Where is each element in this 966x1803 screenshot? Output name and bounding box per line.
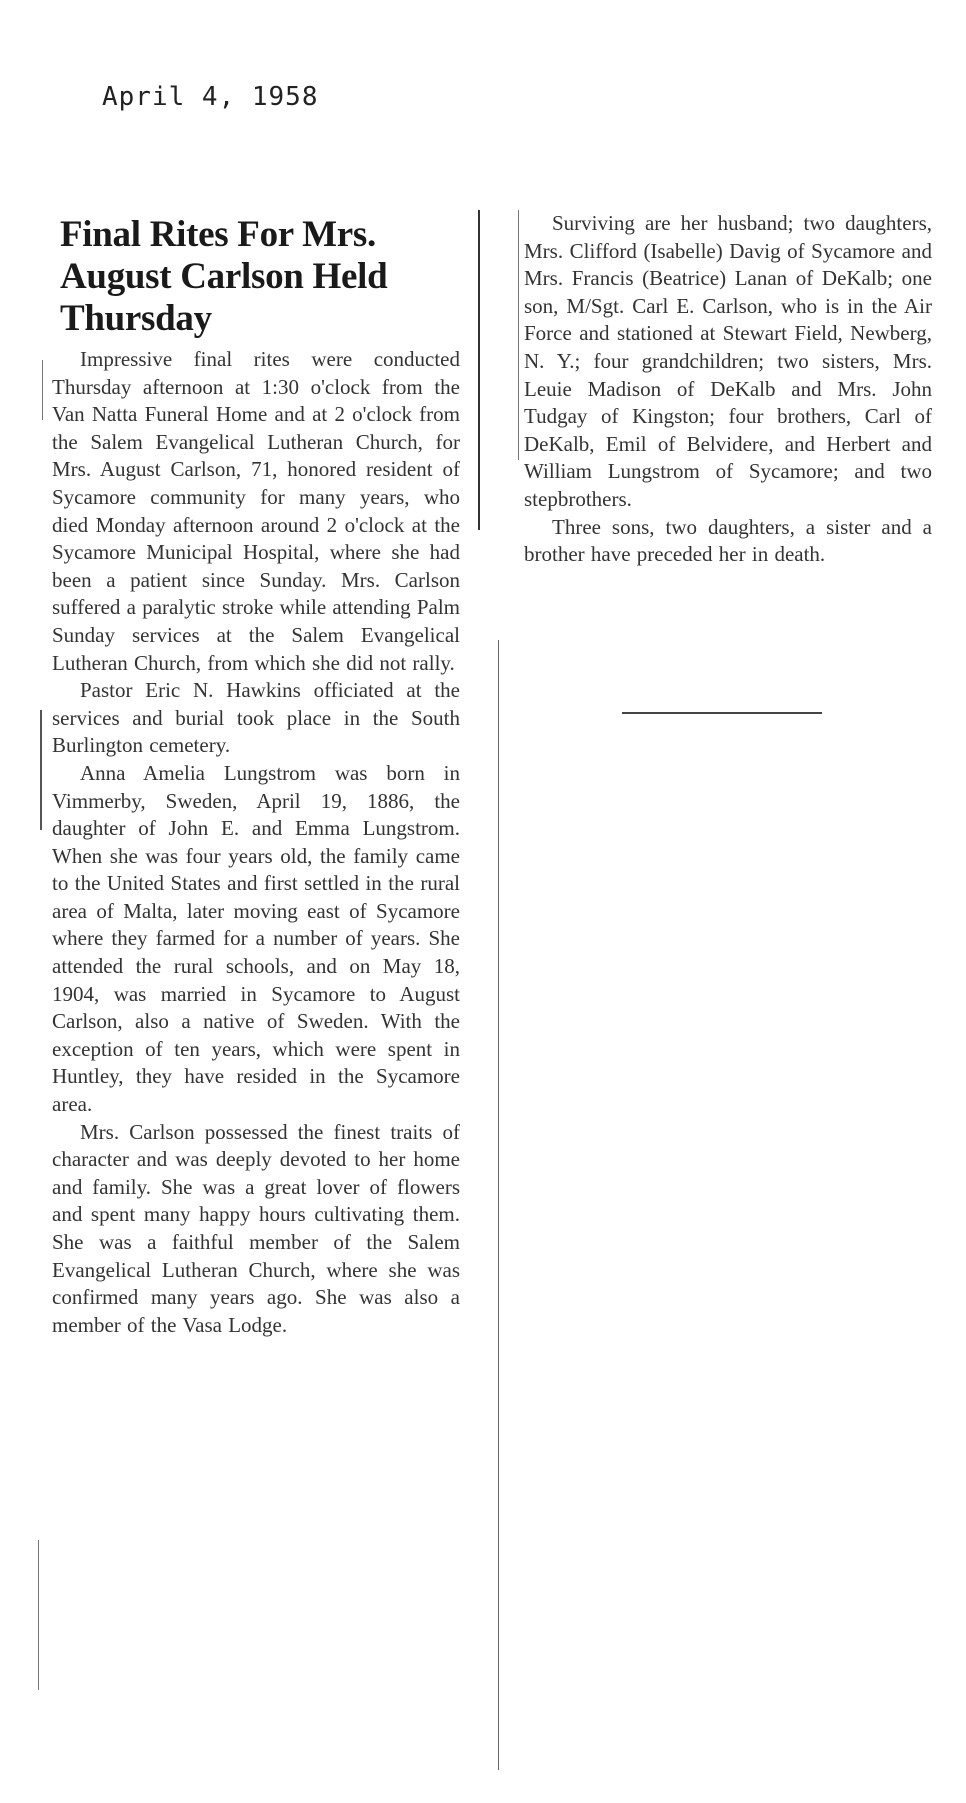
dateline: April 4, 1958 (102, 82, 319, 112)
article-paragraph: Three sons, two daughters, a sister and a brother have preceded her in death. (524, 514, 932, 567)
article-paragraph: Surviving are her husband; two daughters, Mrs. Clifford (Isabelle) Davig of Sycamore and Mrs. Francis (Beatrice) Lanan of DeKalb; one son, M/Sgt. Carl E. Carlson, who is in the Air Force and stationed at Stewart Field, Newberg, N. Y.; four grandchildren; two sisters, Mrs. Leuie Madison of DeKalb and Mrs. John Tudgay of Kingston; four brothers, Carl of DeKalb, Emil of Belvidere, and Herbert and William Lungstrom of Sycamore; and two stepbrothers. (524, 211, 932, 511)
end-rule (622, 712, 822, 714)
clipping-edge (518, 210, 519, 460)
article-paragraph: Impressive final rites were conducted Thursday afternoon at 1:30 o'clock from the Van Natta Funeral Home and at 2 o'clock from the Salem Evangelical Lutheran Church, for Mrs. August Carlson, 71, honored resident of Sycamore community for many years, who died Monday afternoon around 2 o'clock at the Sycamore Municipal Hospital, where she had been a patient since Sunday. Mrs. Carlson suffered a paralytic stroke while attending Palm Sunday services at the Salem Evangelical Lutheran Church, from which she did not rally. (52, 347, 460, 675)
article-paragraph: Anna Amelia Lungstrom was born in Vimmerby, Sweden, April 19, 1886, the daughter of John E. and Emma Lungstrom. When she was four years old, the family came to the United States and first settled in the rural area of Malta, later moving east of Sycamore where they farmed for a number of years. She attended the rural schools, and on May 18, 1904, was married in Sycamore to August Carlson, also a native of Sweden. With the exception of ten years, which were spent in Huntley, they have resided in the Sycamore area. (52, 760, 460, 1117)
column-rule (478, 210, 480, 530)
clipping-edge (38, 1540, 39, 1690)
headline: Final Rites For Mrs. August Carlson Held Thursday (60, 214, 388, 339)
clipping-edge (42, 360, 43, 420)
article-column-right (524, 210, 932, 569)
article-column-left (52, 214, 460, 1339)
column-rule (498, 640, 499, 1770)
clipping-edge (40, 710, 42, 830)
article-paragraph: Mrs. Carlson possessed the finest traits of character and was deeply devoted to her home and family. She was a great lover of flowers and spent many happy hours cultivating them. She was a faithful member of the Salem Evangelical Lutheran Church, where she was confirmed many years ago. She was also a member of the Vasa Lodge. (52, 1119, 460, 1337)
article-paragraph: Pastor Eric N. Hawkins officiated at the services and burial took place in the South Burlington cemetery. (52, 678, 460, 758)
